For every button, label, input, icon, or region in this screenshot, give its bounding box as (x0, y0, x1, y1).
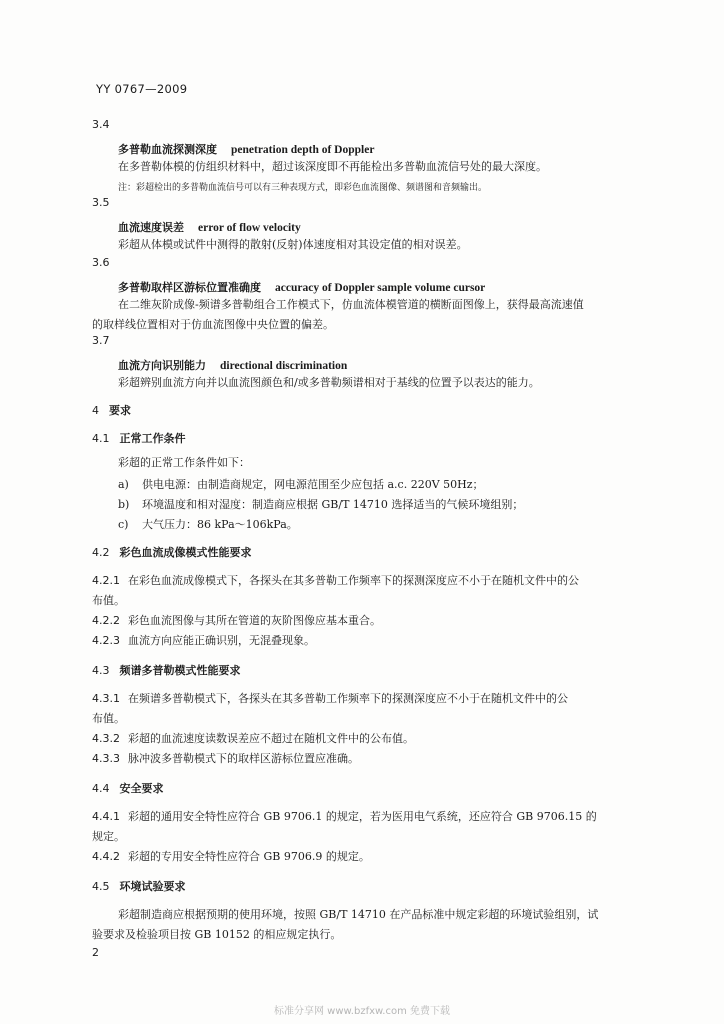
term-note: 注：彩超检出的多普勒血流信号可以有三种表现方式，即彩色血流图像、频谱图和音频输出。 (118, 183, 488, 193)
term-number: 3.7 (92, 334, 110, 347)
term-number: 3.4 (92, 118, 110, 131)
clause (92, 750, 359, 766)
term-number: 3.6 (92, 256, 110, 269)
term-en: directional discrimination (220, 360, 348, 372)
list-text: 大气压力：86 kPa～106kPa。 (142, 518, 298, 531)
list-item (118, 476, 484, 492)
section-title: 安全要求 (119, 782, 164, 795)
list-label: a) (118, 478, 129, 491)
term-zh: 血流速度误差 (118, 221, 184, 234)
clause-text: 彩超的血流速度读数误差应不超过在随机文件中的公布值。 (128, 732, 414, 745)
clause-text: 在频谱多普勒模式下，各探头在其多普勒工作频率下的探测深度应不小于在随机文件中的公 (128, 692, 568, 705)
term-heading (118, 276, 485, 295)
clause-cont: 布值。 (92, 712, 125, 725)
clause (92, 690, 568, 706)
section-heading (92, 878, 186, 894)
clause-number: 4.2.1 (92, 574, 120, 587)
term-zh: 多普勒血流探测深度 (118, 143, 217, 156)
section-title: 正常工作条件 (119, 432, 186, 445)
list-text: 供电电源：由制造商规定，网电源范围至少应包括 a.c. 220V 50Hz； (142, 478, 484, 491)
clause (92, 572, 579, 588)
clause-text: 彩色血流图像与其所在管道的灰阶图像应基本重合。 (128, 614, 381, 627)
list-item (118, 496, 523, 512)
term-en: error of flow velocity (198, 222, 301, 234)
clause-number: 4.3.1 (92, 692, 120, 705)
paragraph-cont: 验要求及检验项目按 GB 10152 的相应规定执行。 (92, 928, 342, 941)
list-label: c) (118, 518, 129, 531)
section-heading (92, 780, 164, 796)
list-item (118, 516, 298, 532)
clause (92, 612, 381, 628)
list-text: 环境温度和相对湿度：制造商应根据 GB/T 14710 选择适当的气候环境组别； (142, 498, 524, 511)
section-heading (92, 402, 131, 418)
document-header: YY 0767—2009 (96, 82, 188, 96)
term-definition-cont: 的取样线位置相对于仿血流图像中央位置的偏差。 (92, 318, 334, 331)
clause (92, 730, 414, 746)
term-heading (118, 138, 374, 157)
term-definition: 在多普勒体模的仿组织材料中，超过该深度即不再能检出多普勒血流信号处的最大深度。 (118, 160, 547, 173)
clause (92, 808, 597, 824)
clause-number: 4.4.2 (92, 850, 120, 863)
clause-cont: 规定。 (92, 830, 125, 843)
section-title: 频谱多普勒模式性能要求 (119, 664, 241, 677)
clause-number: 4.2.2 (92, 614, 120, 627)
list-label: b) (118, 498, 130, 511)
clause-cont: 布值。 (92, 594, 125, 607)
section-title: 彩色血流成像模式性能要求 (119, 546, 252, 559)
section-title: 环境试验要求 (119, 880, 186, 893)
clause-text: 脉冲波多普勒模式下的取样区游标位置应准确。 (128, 752, 359, 765)
term-heading (118, 216, 301, 235)
section-number: 4.5 (92, 880, 110, 893)
term-definition: 彩超从体模或试件中测得的散射(反射)体速度相对其设定值的相对误差。 (118, 238, 468, 251)
term-number: 3.5 (92, 196, 110, 209)
clause (92, 632, 315, 648)
clause-number: 4.3.2 (92, 732, 120, 745)
section-number: 4.3 (92, 664, 110, 677)
clause (92, 848, 370, 864)
paragraph: 彩超制造商应根据预期的使用环境，按照 GB/T 14710 在产品标准中规定彩超的环境试验组别，试 (118, 908, 599, 921)
clause-text: 彩超的通用安全特性应符合 GB 9706.1 的规定，若为医用电气系统，还应符合 GB 9706.15 的 (128, 810, 597, 823)
paragraph: 彩超的正常工作条件如下： (118, 456, 250, 469)
term-en: penetration depth of Doppler (231, 144, 375, 156)
watermark-footer: 标准分享网 www.bzfxw.com 免费下载 (274, 1006, 450, 1017)
section-title: 要求 (109, 404, 131, 417)
section-number: 4.1 (92, 432, 110, 445)
section-heading (92, 662, 241, 678)
section-number: 4 (92, 404, 99, 417)
section-number: 4.2 (92, 546, 110, 559)
clause-text: 彩超的专用安全特性应符合 GB 9706.9 的规定。 (128, 850, 370, 863)
clause-number: 4.3.3 (92, 752, 120, 765)
term-definition: 在二维灰阶成像-频谱多普勒组合工作模式下，仿血流体模管道的横断面图像上，获得最高流速值 (118, 298, 584, 311)
term-zh: 多普勒取样区游标位置准确度 (118, 281, 261, 294)
clause-number: 4.2.3 (92, 634, 120, 647)
page-number: 2 (92, 946, 99, 959)
term-heading (118, 354, 347, 373)
clause-number: 4.4.1 (92, 810, 120, 823)
term-definition: 彩超辨别血流方向并以血流图颜色和/或多普勒频谱相对于基线的位置予以表达的能力。 (118, 376, 540, 389)
section-heading (92, 544, 252, 560)
section-number: 4.4 (92, 782, 110, 795)
clause-text: 在彩色血流成像模式下，各探头在其多普勒工作频率下的探测深度应不小于在随机文件中的公 (128, 574, 579, 587)
section-heading (92, 430, 186, 446)
term-en: accuracy of Doppler sample volume cursor (275, 282, 486, 294)
clause-text: 血流方向应能正确识别，无混叠现象。 (128, 634, 315, 647)
term-zh: 血流方向识别能力 (118, 359, 206, 372)
